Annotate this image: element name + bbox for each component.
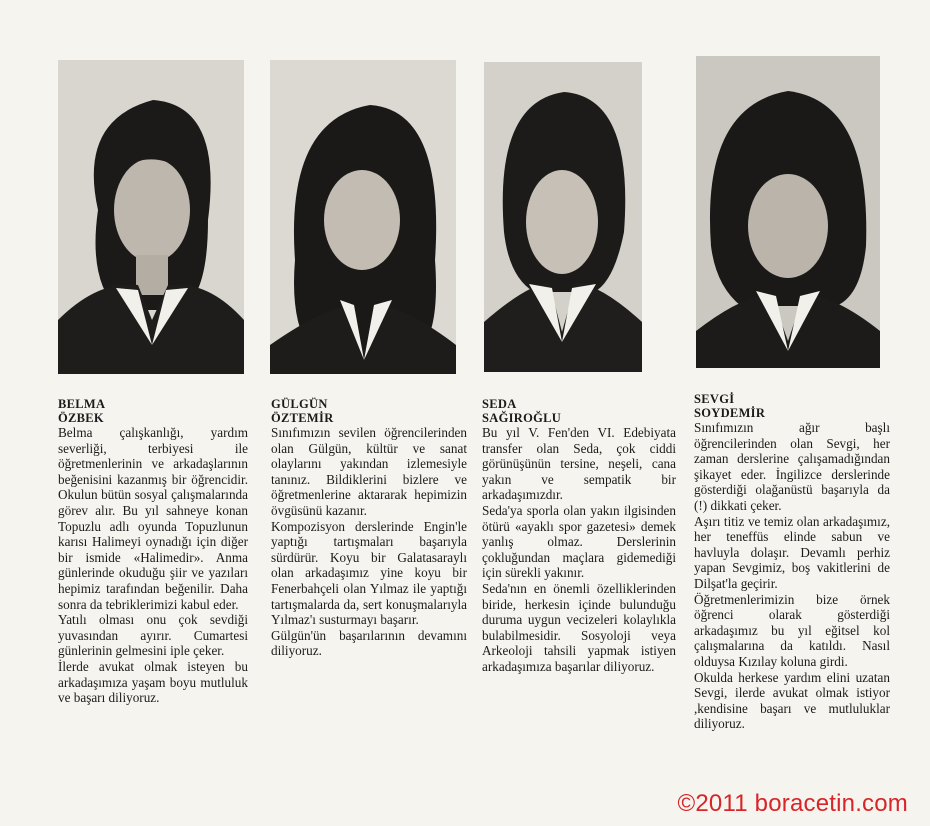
- portrait-photo-sevgi: [696, 56, 880, 368]
- student-last-name: SAĞIROĞLU: [482, 411, 562, 425]
- portrait-photo-gulgun: [270, 60, 456, 374]
- portrait-image: [696, 56, 880, 368]
- student-bio: Sınıfımızın ağır başlı öğrencilerinden olan Sevgi, her zaman derslerine çalışamadığından şikayet eder. İngilizce derslerinde gösterdiği olağanüstü başarıyla da (!) dikkati çeker. Aşırı titiz ve temiz olan arkadaşımız, her teneffüs elinde sabun ve havluyla dolaşır. Devamlı perhiz yapan Sevgimiz, boş vakitlerini de Dilşat'la geçirir. Öğretmenlerimizin bize örnek öğrenci olarak gösterdiği arkadaşımız bu yıl eğitsel kol çalışmalarına da katıldı. Nasıl olduysa Kızılay koluna girdi. Okulda herkese yardım elini uzatan Sevgi, ilerde avukat olmak istiyor ,kendisine başarı ve mutluluklar diliyoruz.: [694, 420, 890, 732]
- portrait-photo-belma: [58, 60, 244, 374]
- copyright-watermark: ©2011 boracetin.com: [677, 790, 908, 817]
- student-last-name: ÖZBEK: [58, 411, 104, 425]
- student-bio: Belma çalışkanlığı, yardım severliği, terbiyesi ile öğretmenlerinin ve arkadaşlarının beğenisini kazanmış bir öğrencidir. Okulun bütün sosyal çalışmalarında görev alır. Bu yıl sahneye konan Topuzlu adlı oyunda Topuzlunun karısı Halimeyi oynadığı için diğer bir ismide «Halimedir». Anma günlerinde okuduğu şiir ve yazıları hepimiz tarafından beğenilir. Daha sonra da tebriklerimizi kabul eder. Yatılı olması onu çok sevdiği yuvasından ayırır. Cumartesi günlerinin gelmesini iple çeker. İlerde avukat olmak isteyen bu arkadaşımıza yaşam boyu mutluluk ve başarı diliyoruz.: [58, 425, 248, 706]
- student-first-name: SEVGİ: [694, 392, 735, 406]
- student-bio: Bu yıl V. Fen'den VI. Edebiyata transfer olan Seda, çok ciddi görünüşünün tersine, neşeli, cana yakın ve sempatik bir arkadaşımızdır. Seda'ya sporla olan yakın ilgisinden ötürü «ayaklı spor gazetesi» demek yanlış olmaz. Derslerinin çokluğundan maçlara gidemediği için sürekli yakınır. Seda'nın en önemli özelliklerinden biride, herkesin içinde bulunduğu duruma uygun vecizeleri kolaylıkla bulabilmesidir. Sosyoloji veya Arkeoloji tahsili yapmak istiyen arkadaşımıza başarılar diliyoruz.: [482, 425, 676, 674]
- student-last-name: SOYDEMİR: [694, 406, 766, 420]
- student-last-name: ÖZTEMİR: [271, 411, 334, 425]
- portrait-image: [270, 60, 456, 374]
- student-column-sevgi: [694, 392, 890, 732]
- student-first-name: BELMA: [58, 397, 106, 411]
- student-column-belma: [58, 397, 248, 706]
- portrait-photo-seda: [484, 62, 642, 372]
- student-column-seda: [482, 397, 676, 675]
- student-bio: Sınıfımızın sevilen öğrencilerinden olan Gülgün, kültür ve sanat olaylarını yakından izlemesiyle tanınız. Bildiklerini bizlere ve öğretmenlerine aktararak hepimizin övgüsünü kazanır. Kompozisyon derslerinde Engin'le yaptığı tartışmaları başarıyla sürdürür. Koyu bir Galatasaraylı olan arkadaşımız yine koyu bir Fenerbahçeli olan Yılmaz ile yaptığı tartışmalarda da, sert konuşmalarıyla Yılmaz'ı susturmayı başarır. Gülgün'ün başarılarının devamını diliyoruz.: [271, 425, 467, 659]
- student-first-name: GÜLGÜN: [271, 397, 328, 411]
- portrait-image: [484, 62, 642, 372]
- student-first-name: SEDA: [482, 397, 517, 411]
- student-column-gulgun: [271, 397, 467, 659]
- portrait-image: [58, 60, 244, 374]
